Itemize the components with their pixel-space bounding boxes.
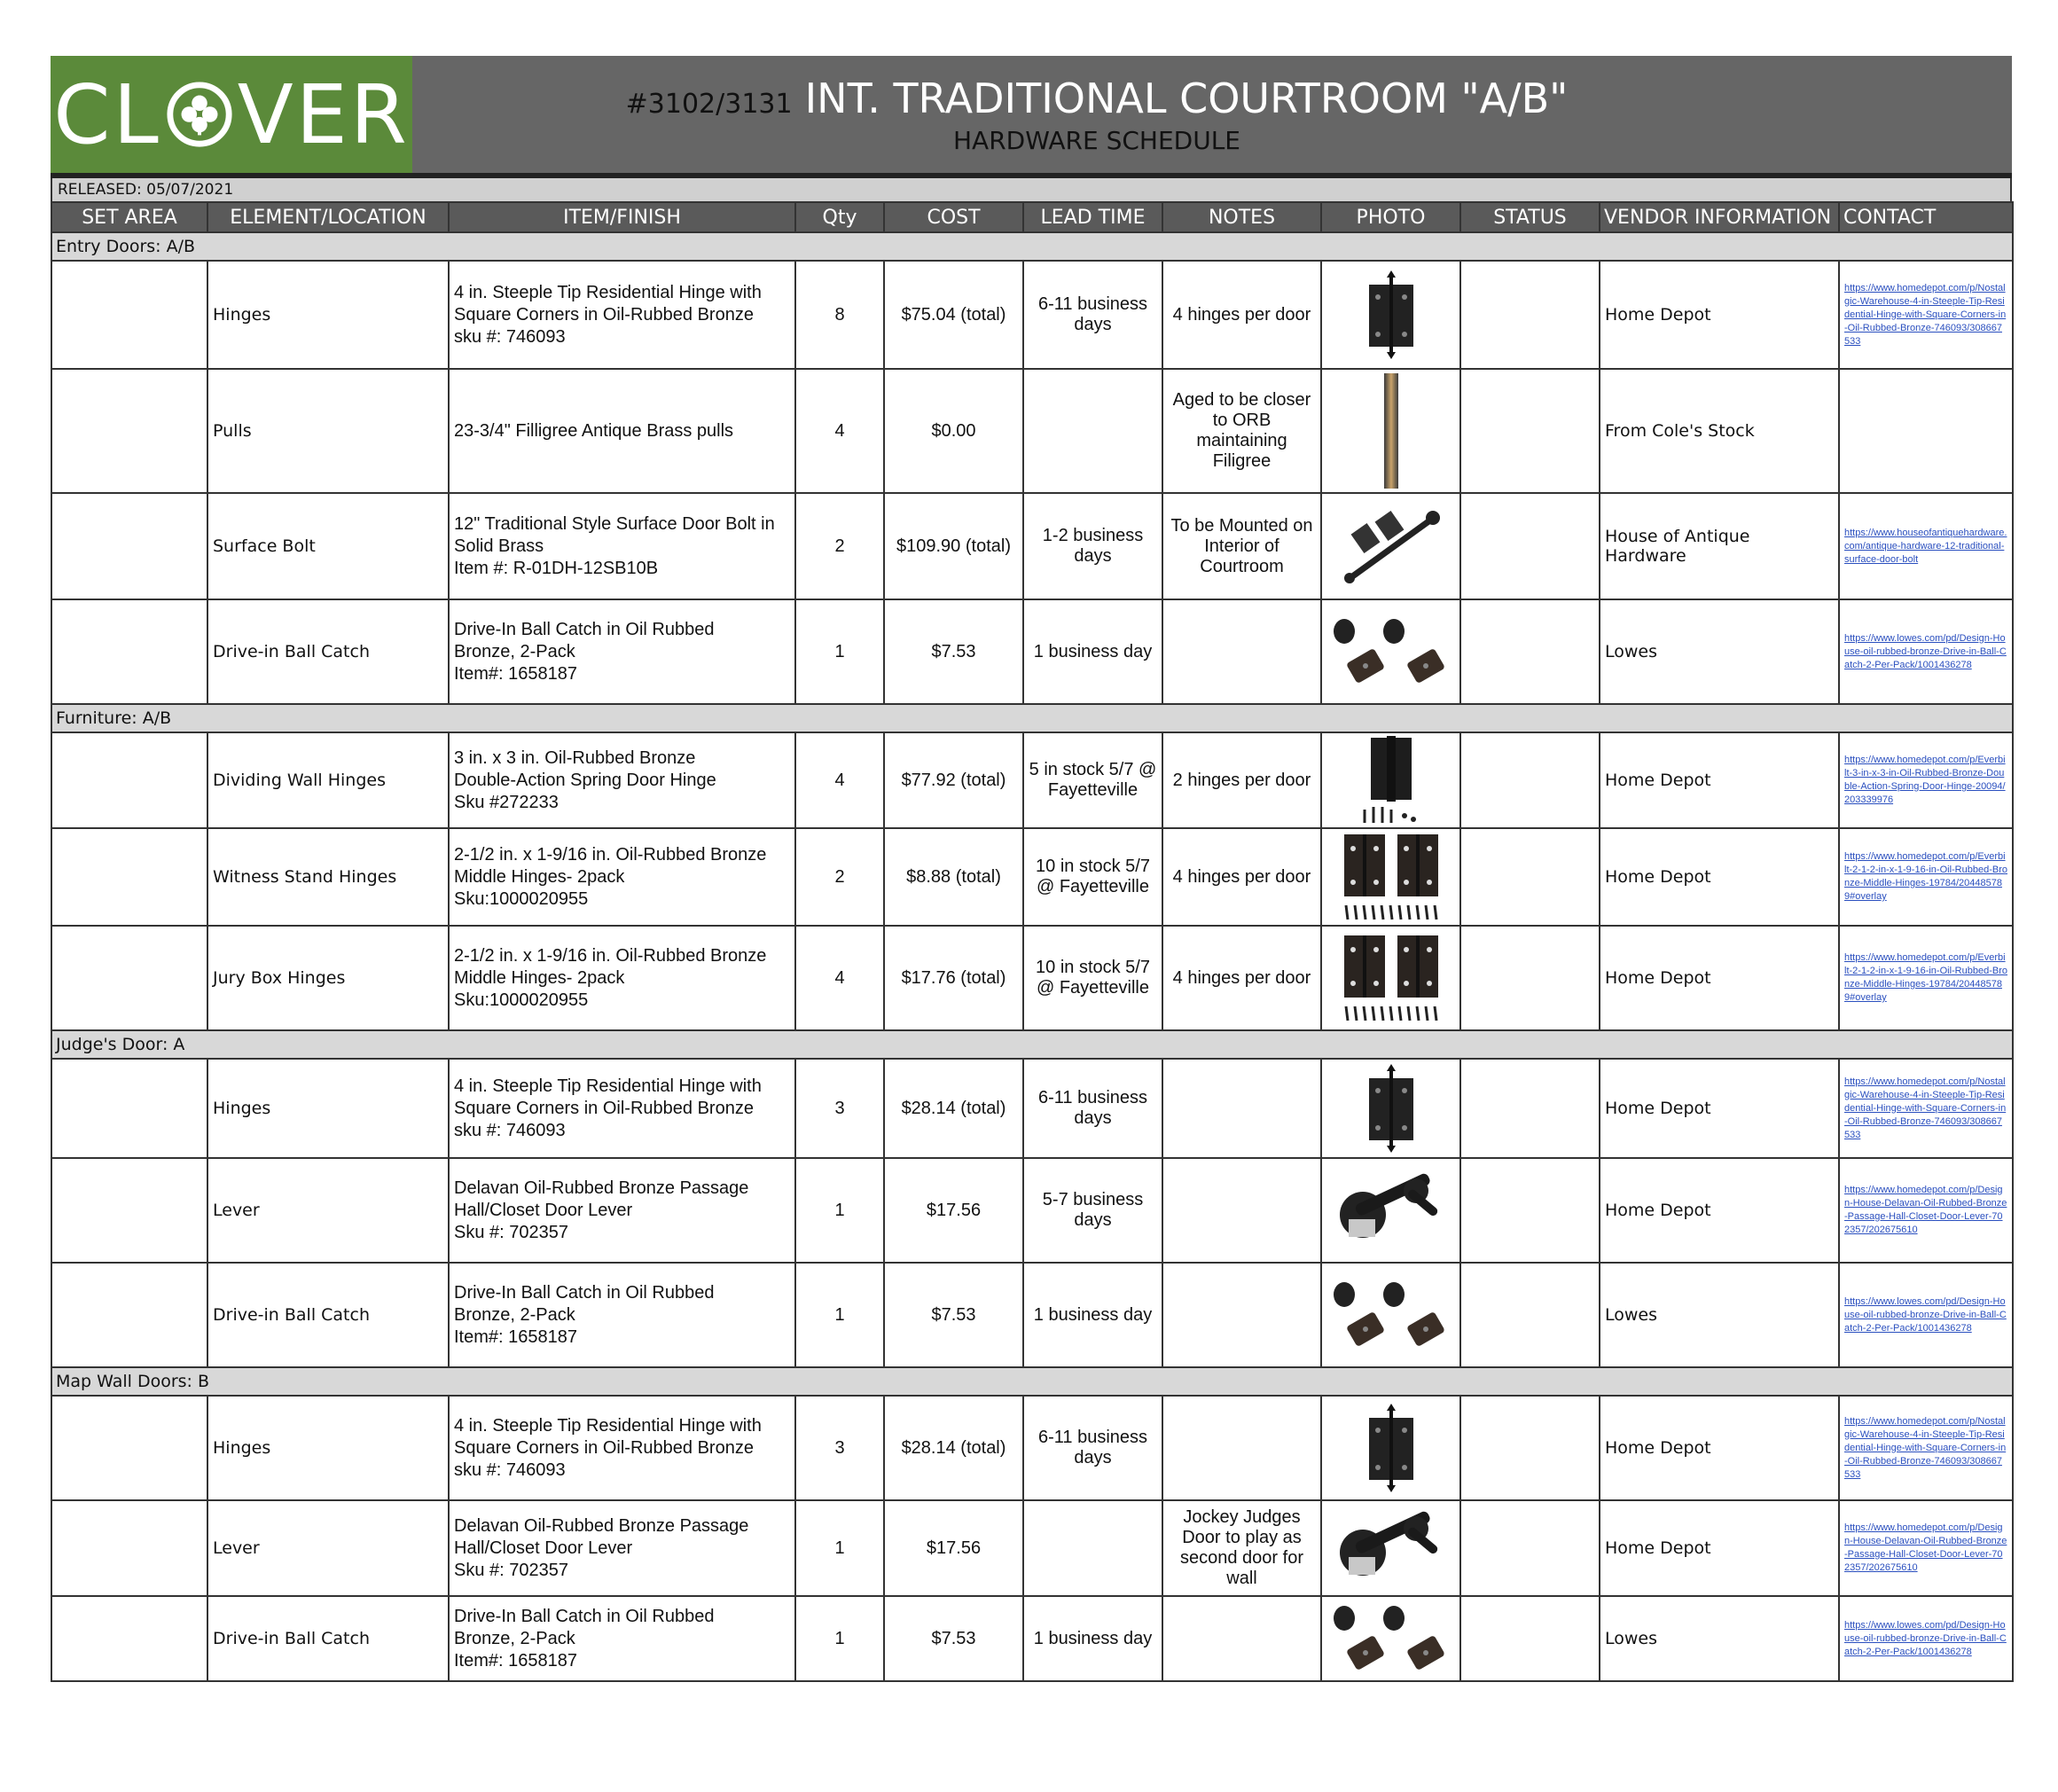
item-cell [449,369,795,493]
photo-cell [1321,828,1460,926]
title-banner [51,56,2012,173]
hardware-schedule-sheet [51,56,2012,1682]
contact-cell [1839,828,2013,926]
ball-catch-photo [1322,1275,1459,1355]
contact-link[interactable]: https://www.houseofantiquehardware.com/antique-hardware-12-traditional-surface-door-bolt [1844,527,2007,565]
qty-cell: 4 [795,369,884,493]
photo-cell [1321,732,1460,828]
contact-link[interactable]: https://www.homedepot.com/p/Nostalgic-Warehouse-4-in-Steeple-Tip-Residential-Hinge-with-Square-Corners-in-Oil-Rubbed-Bronze-746093/308667533 [1844,1076,2007,1140]
qty-cell: 1 [795,1596,884,1681]
section-row [51,1367,2013,1396]
table-row [51,1059,2013,1158]
notes-cell [1162,1396,1321,1500]
item-line: Item#: 1658187 [454,663,577,684]
notes-cell: 2 hinges per door [1162,732,1321,828]
item-cell [449,732,795,828]
element-cell: Jury Box Hinges [207,926,449,1030]
logo-text-right: VER [237,67,410,162]
column-header-lead-time: LEAD TIME [1023,202,1162,232]
table-row [51,1500,2013,1596]
middle-hinge-photo [1322,932,1459,1025]
set-area-cell [51,1158,207,1263]
item-line: Middle Hinges- 2pack [454,967,625,988]
column-header-photo: PHOTO [1321,202,1460,232]
qty-cell: 1 [795,1263,884,1367]
status-cell [1460,1500,1600,1596]
section-row [51,704,2013,732]
logo-text-left: CL [53,67,161,162]
set-area-cell [51,493,207,599]
set-area-cell [51,1263,207,1367]
status-cell [1460,369,1600,493]
cost-cell: $17.56 [884,1158,1023,1263]
photo-cell [1321,926,1460,1030]
lead-time-cell: 6-11 business days [1023,1059,1162,1158]
item-cell [449,1263,795,1367]
lead-time-cell [1023,1500,1162,1596]
table-row [51,732,2013,828]
set-area-cell [51,1059,207,1158]
element-cell: Hinges [207,1396,449,1500]
item-cell [449,493,795,599]
item-cell [449,1396,795,1500]
table-row [51,1596,2013,1681]
hinge-photo [1322,1404,1459,1492]
contact-cell [1839,1500,2013,1596]
contact-cell [1839,369,2013,493]
item-line: 2-1/2 in. x 1-9/16 in. Oil-Rubbed Bronze [454,844,767,865]
contact-link[interactable]: https://www.homedepot.com/p/Nostalgic-Warehouse-4-in-Steeple-Tip-Residential-Hinge-with-Square-Corners-in-Oil-Rubbed-Bronze-746093/308667533 [1844,1415,2007,1480]
cost-cell: $109.90 (total) [884,493,1023,599]
qty-cell: 4 [795,926,884,1030]
photo-cell [1321,1500,1460,1596]
set-area-cell [51,1396,207,1500]
notes-cell [1162,1596,1321,1681]
contact-cell [1839,599,2013,704]
pull-photo [1322,373,1459,489]
lead-time-cell: 1 business day [1023,599,1162,704]
page-subtitle: HARDWARE SCHEDULE [953,125,1240,155]
lever-photo [1322,1166,1459,1255]
status-cell [1460,1396,1600,1500]
qty-cell: 2 [795,828,884,926]
item-line: 12" Traditional Style Surface Door Bolt in [454,513,775,534]
middle-hinge-photo [1322,831,1459,924]
item-line: Hall/Closet Door Lever [454,1200,633,1220]
qty-cell: 1 [795,1500,884,1596]
status-cell [1460,261,1600,369]
column-header-element-location: ELEMENT/LOCATION [207,202,449,232]
cost-cell: $17.76 (total) [884,926,1023,1030]
set-area-cell [51,1596,207,1681]
item-line: Sku:1000020955 [454,888,589,909]
element-cell: Dividing Wall Hinges [207,732,449,828]
table-row [51,599,2013,704]
item-line: Bronze, 2-Pack [454,641,575,661]
qty-cell: 2 [795,493,884,599]
contact-cell [1839,1059,2013,1158]
column-header-item-finish: ITEM/FINISH [449,202,795,232]
vendor-cell: Home Depot [1600,1396,1839,1500]
status-cell [1460,926,1600,1030]
vendor-cell: Home Depot [1600,732,1839,828]
status-cell [1460,1263,1600,1367]
cost-cell: $28.14 (total) [884,1396,1023,1500]
qty-cell: 3 [795,1396,884,1500]
column-header-cost: COST [884,202,1023,232]
item-line: sku #: 746093 [454,326,566,347]
lead-time-cell: 6-11 business days [1023,1396,1162,1500]
item-line: Sku #: 702357 [454,1560,568,1580]
notes-cell: Aged to be closer to ORB maintaining Filigree [1162,369,1321,493]
contact-link[interactable]: https://www.lowes.com/pd/Design-House-oil-rubbed-bronze-Drive-in-Ball-Catch-2-Per-Pack/1001436278 [1844,1619,2007,1657]
page-title: INT. TRADITIONAL COURTROOM "A/B" [804,74,1569,122]
hinge-photo [1322,270,1459,359]
table-row [51,926,2013,1030]
column-header-status: STATUS [1460,202,1600,232]
item-line: 4 in. Steeple Tip Residential Hinge with [454,1415,762,1436]
item-cell [449,1158,795,1263]
contact-cell [1839,732,2013,828]
set-area-cell [51,369,207,493]
lead-time-cell: 6-11 business days [1023,261,1162,369]
element-cell: Drive-in Ball Catch [207,1263,449,1367]
qty-cell: 8 [795,261,884,369]
table-row [51,493,2013,599]
contact-link[interactable]: https://www.homedepot.com/p/Nostalgic-Warehouse-4-in-Steeple-Tip-Residential-Hinge-with-Square-Corners-in-Oil-Rubbed-Bronze-746093/308667533 [1844,282,2007,347]
cost-cell: $77.92 (total) [884,732,1023,828]
item-line: 4 in. Steeple Tip Residential Hinge with [454,1076,762,1096]
status-cell [1460,1158,1600,1263]
column-header-vendor-information: VENDOR INFORMATION [1600,202,1839,232]
item-line: Drive-In Ball Catch in Oil Rubbed [454,1606,715,1626]
contact-cell [1839,1263,2013,1367]
contact-link[interactable]: https://www.homedepot.com/p/Everbilt-3-in-x-3-in-Oil-Rubbed-Bronze-Double-Action-Spring-Door-Hinge-20094/203339976 [1844,755,2006,805]
section-title: Entry Doors: A/B [51,232,2013,261]
item-cell [449,1500,795,1596]
item-line: sku #: 746093 [454,1459,566,1480]
contact-cell [1839,261,2013,369]
item-line: Sku #: 702357 [454,1222,568,1242]
vendor-cell: From Cole's Stock [1600,369,1839,493]
lead-time-cell: 10 in stock 5/7 @ Fayetteville [1023,828,1162,926]
lead-time-cell: 1 business day [1023,1596,1162,1681]
schedule-table [51,201,2014,1682]
element-cell: Hinges [207,261,449,369]
photo-cell [1321,493,1460,599]
section-row [51,232,2013,261]
table-row [51,261,2013,369]
qty-cell: 3 [795,1059,884,1158]
set-area-cell [51,828,207,926]
lead-time-cell: 5-7 business days [1023,1158,1162,1263]
item-line: Sku:1000020955 [454,990,589,1010]
cost-cell: $17.56 [884,1500,1023,1596]
notes-cell [1162,1158,1321,1263]
notes-cell: 4 hinges per door [1162,828,1321,926]
lead-time-cell: 5 in stock 5/7 @ Fayetteville [1023,732,1162,828]
status-cell [1460,1059,1600,1158]
contact-cell [1839,493,2013,599]
section-title: Map Wall Doors: B [51,1367,2013,1396]
set-area-cell [51,261,207,369]
item-line: Drive-In Ball Catch in Oil Rubbed [454,1282,715,1303]
notes-cell: Jockey Judges Door to play as second door for wall [1162,1500,1321,1596]
section-title: Judge's Door: A [51,1030,2013,1059]
vendor-cell: Home Depot [1600,926,1839,1030]
lead-time-cell: 1-2 business days [1023,493,1162,599]
element-cell: Lever [207,1158,449,1263]
element-cell: Pulls [207,369,449,493]
notes-cell [1162,1263,1321,1367]
column-header-contact: CONTACT [1839,202,2013,232]
table-row [51,1263,2013,1367]
item-line: Square Corners in Oil-Rubbed Bronze [454,1437,754,1458]
item-line: Bronze, 2-Pack [454,1304,575,1325]
photo-cell [1321,369,1460,493]
status-cell [1460,828,1600,926]
spring-hinge-photo [1322,734,1459,827]
column-header-qty: Qty [795,202,884,232]
qty-cell: 4 [795,732,884,828]
set-area-cell [51,599,207,704]
notes-cell: 4 hinges per door [1162,926,1321,1030]
contact-link[interactable]: https://www.lowes.com/pd/Design-House-oil-rubbed-bronze-Drive-in-Ball-Catch-2-Per-Pack/1001436278 [1844,632,2007,670]
item-line: Square Corners in Oil-Rubbed Bronze [454,304,754,325]
cost-cell: $0.00 [884,369,1023,493]
vendor-cell: Home Depot [1600,828,1839,926]
vendor-cell: Lowes [1600,1263,1839,1367]
item-line: 2-1/2 in. x 1-9/16 in. Oil-Rubbed Bronze [454,945,767,966]
notes-cell [1162,599,1321,704]
item-line: Double-Action Spring Door Hinge [454,770,716,790]
item-cell [449,1059,795,1158]
cost-cell: $28.14 (total) [884,1059,1023,1158]
contact-link[interactable]: https://www.homedepot.com/p/Design-House-Delavan-Oil-Rubbed-Bronze-Passage-Hall-Closet-Door-Lever-702357/202675610 [1844,1185,2007,1235]
ball-catch-photo [1322,1599,1459,1679]
job-number: #3102/3131 [625,88,793,120]
lead-time-cell: 1 business day [1023,1263,1162,1367]
column-header-row [51,202,2013,232]
cost-cell: $8.88 (total) [884,828,1023,926]
element-cell: Witness Stand Hinges [207,828,449,926]
element-cell: Hinges [207,1059,449,1158]
set-area-cell [51,926,207,1030]
vendor-cell: Home Depot [1600,1059,1839,1158]
column-header-set-area: SET AREA [51,202,207,232]
item-line: Drive-In Ball Catch in Oil Rubbed [454,619,715,639]
vendor-cell: Lowes [1600,1596,1839,1681]
status-cell [1460,1596,1600,1681]
item-line: Delavan Oil-Rubbed Bronze Passage [454,1515,749,1536]
item-line: Item #: R-01DH-12SB10B [454,558,659,578]
column-header-notes: NOTES [1162,202,1321,232]
table-row [51,828,2013,926]
contact-cell [1839,1596,2013,1681]
contact-link[interactable]: https://www.homedepot.com/p/Everbilt-2-1-2-in-x-1-9-16-in-Oil-Rubbed-Bronze-Middle-Hinges-19784/204485789#overlay [1844,851,2007,902]
item-line: Delavan Oil-Rubbed Bronze Passage [454,1178,749,1198]
table-row [51,369,2013,493]
photo-cell [1321,1396,1460,1500]
contact-cell [1839,1158,2013,1263]
item-line: Bronze, 2-Pack [454,1628,575,1648]
item-line: 4 in. Steeple Tip Residential Hinge with [454,282,762,302]
item-line: sku #: 746093 [454,1120,566,1140]
item-line: Hall/Closet Door Lever [454,1538,633,1558]
item-line: Middle Hinges- 2pack [454,866,625,887]
clover-logo [51,56,412,173]
element-cell: Lever [207,1500,449,1596]
release-date: RELEASED: 05/07/2021 [51,178,2012,201]
item-line: Item#: 1658187 [454,1650,577,1671]
hinge-photo [1322,1064,1459,1153]
cost-cell: $7.53 [884,599,1023,704]
vendor-cell: House of Antique Hardware [1600,493,1839,599]
lead-time-cell: 10 in stock 5/7 @ Fayetteville [1023,926,1162,1030]
item-line: Square Corners in Oil-Rubbed Bronze [454,1098,754,1118]
contact-link[interactable]: https://www.homedepot.com/p/Design-House-Delavan-Oil-Rubbed-Bronze-Passage-Hall-Closet-Door-Lever-702357/202675610 [1844,1522,2007,1573]
item-cell [449,599,795,704]
item-cell [449,828,795,926]
status-cell [1460,493,1600,599]
qty-cell: 1 [795,1158,884,1263]
vendor-cell: Home Depot [1600,1158,1839,1263]
vendor-cell: Home Depot [1600,261,1839,369]
section-row [51,1030,2013,1059]
item-line: Item#: 1658187 [454,1326,577,1347]
contact-link[interactable]: https://www.lowes.com/pd/Design-House-oil-rubbed-bronze-Drive-in-Ball-Catch-2-Per-Pack/1001436278 [1844,1295,2007,1334]
lever-photo [1322,1504,1459,1592]
ball-catch-photo [1322,612,1459,692]
contact-link[interactable]: https://www.homedepot.com/p/Everbilt-2-1-2-in-x-1-9-16-in-Oil-Rubbed-Bronze-Middle-Hinges-19784/204485789#overlay [1844,952,2007,1003]
qty-cell: 1 [795,599,884,704]
table-row [51,1396,2013,1500]
set-area-cell [51,732,207,828]
notes-cell: 4 hinges per door [1162,261,1321,369]
clover-icon [165,80,234,149]
item-line: 23-3/4" Filligree Antique Brass pulls [454,420,734,441]
photo-cell [1321,1263,1460,1367]
photo-cell [1321,599,1460,704]
photo-cell [1321,1059,1460,1158]
item-line: Solid Brass [454,536,544,556]
element-cell: Surface Bolt [207,493,449,599]
cost-cell: $7.53 [884,1596,1023,1681]
bolt-photo [1322,502,1459,591]
notes-cell: To be Mounted on Interior of Courtroom [1162,493,1321,599]
item-cell [449,1596,795,1681]
element-cell: Drive-in Ball Catch [207,599,449,704]
element-cell: Drive-in Ball Catch [207,1596,449,1681]
vendor-cell: Lowes [1600,599,1839,704]
photo-cell [1321,261,1460,369]
table-row [51,1158,2013,1263]
item-line: Sku #272233 [454,792,559,812]
notes-cell [1162,1059,1321,1158]
vendor-cell: Home Depot [1600,1500,1839,1596]
item-cell [449,261,795,369]
cost-cell: $7.53 [884,1263,1023,1367]
lead-time-cell [1023,369,1162,493]
contact-cell [1839,1396,2013,1500]
status-cell [1460,732,1600,828]
item-cell [449,926,795,1030]
set-area-cell [51,1500,207,1596]
contact-cell [1839,926,2013,1030]
section-title: Furniture: A/B [51,704,2013,732]
status-cell [1460,599,1600,704]
photo-cell [1321,1158,1460,1263]
item-line: 3 in. x 3 in. Oil-Rubbed Bronze [454,747,696,768]
photo-cell [1321,1596,1460,1681]
cost-cell: $75.04 (total) [884,261,1023,369]
